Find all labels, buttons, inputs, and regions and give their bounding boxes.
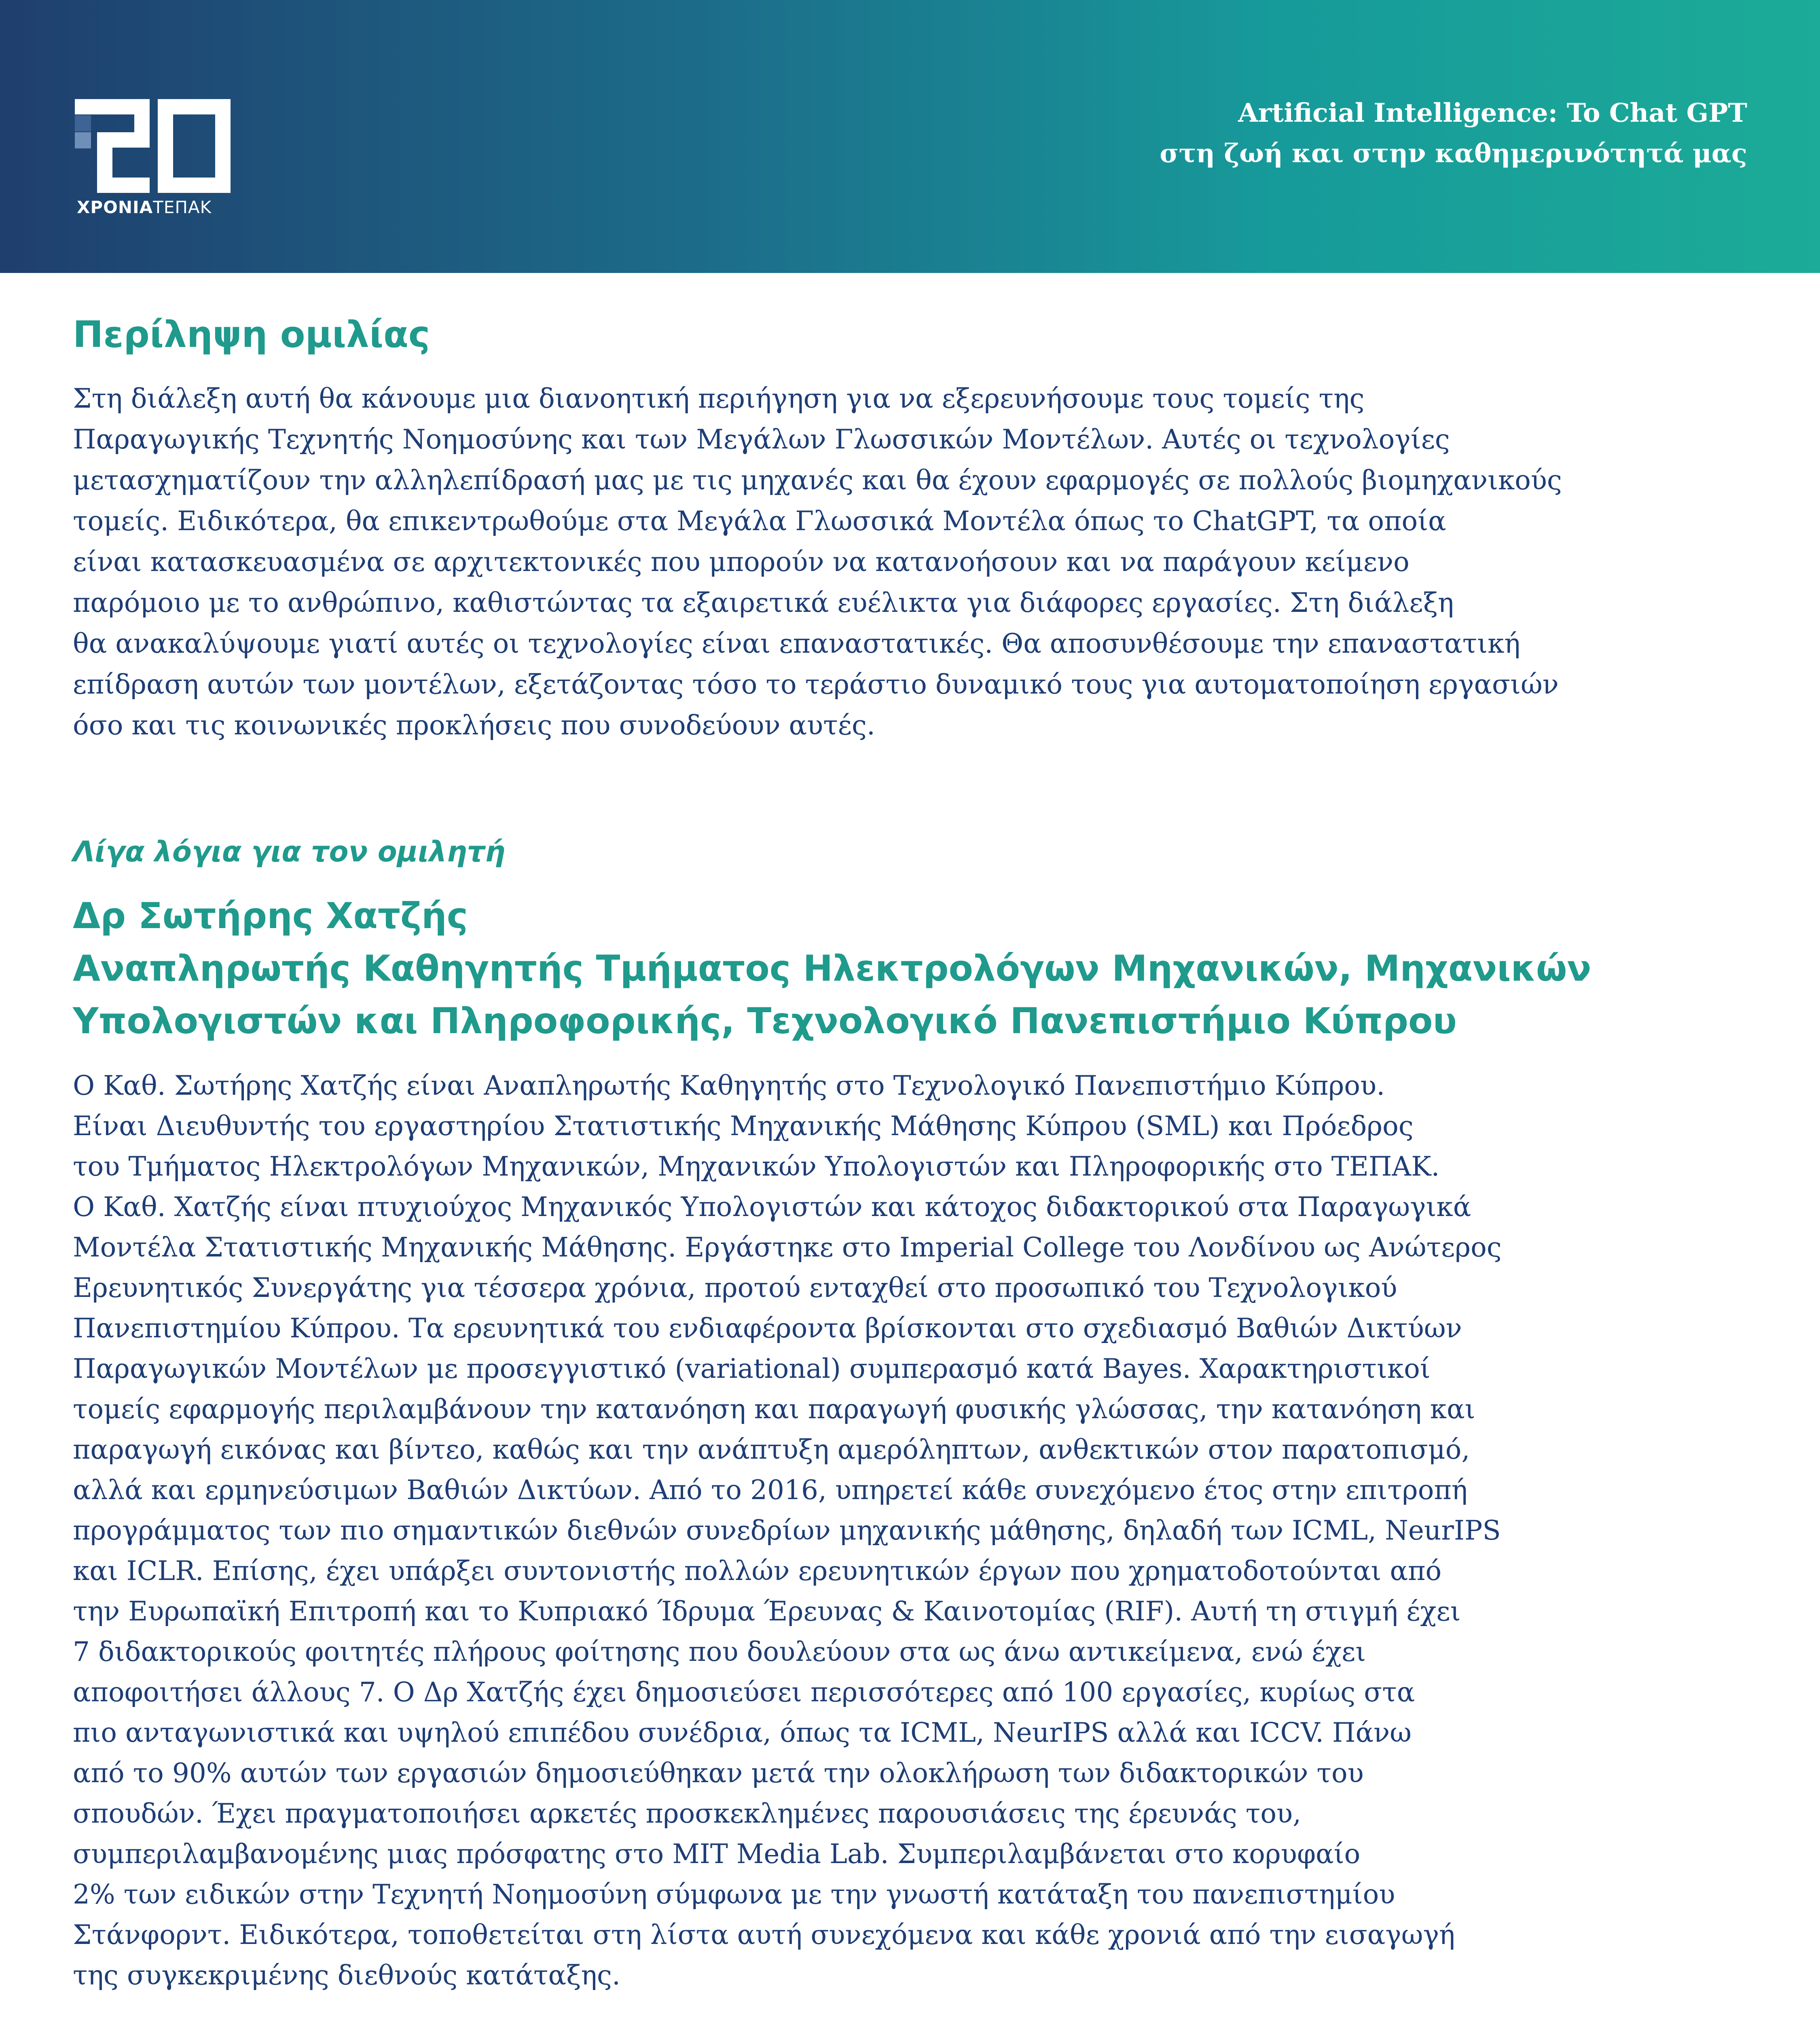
speaker-name-title: Δρ Σωτήρης Χατζής Αναπληρωτής Καθηγητής Τμήματος Ηλεκτρολόγων Μηχανικών, Μηχανικών Υπολογιστών και Πληροφορικής, Τεχνολογικό Πανεπιστήμιο Κύπρου [73,895,1591,1042]
header-banner [0,0,1820,273]
event-title [1160,93,1747,174]
speaker-bio: Ο Καθ. Σωτήρης Χατζής είναι Αναπληρωτής Καθηγητής στο Τεχνολογικό Πανεπιστήμιο Κύπρου. Είναι Διευθυντής του εργαστηρίου Στατιστικής Μηχανικής Μάθησης Κύπρου (SML) και Πρόεδρος του Τμήματος Ηλεκτρολόγων Μηχανικών, Μηχανικών Υπολογιστών και Πληροφορικής στο ΤΕΠΑΚ. Ο Καθ. Χατζής είναι πτυχιούχος Μηχανικός Υπολογιστών και κάτοχος διδακτορικού στα Παραγωγικά Μοντέλα Στατιστικής Μηχανικής Μάθησης. Εργάστηκε στο Imperial College του Λονδίνου ως Ανώτερος Ερευνητικός Συνεργάτης για τέσσερα χρόνια, προτού ενταχθεί στο προσωπικό του Τεχνολογικού Πανεπιστημίου Κύπρου. Τα ερευνητικά του ενδιαφέροντα βρίσκονται στο σχεδιασμό Βαθιών Δικτύων Παραγωγικών Μοντέλων με προσεγγιστικό (variational) συμπερασμό κατά Bayes. Χαρακτηριστικοί τομείς εφαρμογής περιλαμβάνουν την κατανόηση και παραγωγή φυσικής γλώσσας, την κατανόηση και παραγωγή εικόνας και βίντεο, καθώς και την ανάπτυξη αμερόληπτων, ανθεκτικών στον παρατοπισμό, αλλά και ερμηνεύσιμων Βαθιών Δικτύων. Από το 2016, υπηρετεί κάθε συνεχόμενο έτος στην επιτροπή προγράμματος των πιο σημαντικών διεθνών συνεδρίων μηχανικής μάθησης, δηλαδή των ICML, NeurIPS και ICLR. Επίσης, έχει υπάρξει συντονιστής πολλών ερευνητικών έργων που χρηματοδοτούνται από την Ευρωπαϊκή Επιτροπή και το Κυπριακό Ίδρυμα Έρευνας & Καινοτομίας (RIF). Αυτή τη στιγμή έχει 7 διδακτορικούς φοιτητές πλήρους φοίτησης που δουλεύουν στα ως άνω αντικείμενα, ενώ έχει αποφοιτήσει άλλους 7. Ο Δρ Χατζής έχει δημοσιεύσει περισσότερες από 100 εργασίες, κυρίως στα πιο ανταγωνιστικά και υψηλού επιπέδου συνέδρια, όπως τα ICML, NeurIPS αλλά και ICCV. Πάνω από το 90% αυτών των εργασιών δημοσιεύθηκαν μετά την ολοκλήρωση των διδακτορικών του σπουδών. Έχει πραγματοποιήσει αρκετές προσκεκλημένες παρουσιάσεις της έρευνάς του, συμπεριλαμβανομένης μιας πρόσφατης στο MIT Media Lab. Συμπεριλαμβάνεται στο κορυφαίο 2% των ειδικών στην Τεχνητή Νοημοσύνη σύμφωνα με την γνωστή κατάταξη του πανεπιστημίου Στάνφορντ. Ειδικότερα, τοποθετείται στη λίστα αυτή συνεχόμενα και κάθε χρονιά από την εισαγωγή της συγκεκριμένης διεθνούς κατάταξης. [73,1070,1502,1991]
logo-caption: ΧΡΟΝΙΑΤΕΠΑΚ [77,197,212,217]
summary-heading: Περίληψη ομιλίας [73,313,430,356]
speaker-intro-label: Λίγα λόγια για τον ομιλητή [73,835,506,868]
summary-text: Στη διάλεξη αυτή θα κάνουμε μια διανοητική περιήγηση για να εξερευνήσουμε τους τομείς της Παραγωγικής Τεχνητής Νοημοσύνης και των Μεγάλων Γλωσσικών Μοντέλων. Αυτές οι τεχνολογίες μετασχηματίζουν την αλληλεπίδρασή μας με τις μηχανές και θα έχουν εφαρμογές σε πολλούς βιομηχανικούς τομείς. Ειδικότερα, θα επικεντρωθούμε στα Μεγάλα Γλωσσικά Μοντέλα όπως το ChatGPT, τα οποία είναι κατασκευασμένα σε αρχιτεκτονικές που μπορούν να κατανοήσουν και να παράγουν κείμενο παρόμοιο με το ανθρώπινο, καθιστώντας τα εξαιρετικά ευέλικτα για διάφορες εργασίες. Στη διάλεξη θα ανακαλύψουμε γιατί αυτές οι τεχνολογίες είναι επαναστατικές. Θα αποσυνθέσουμε την επαναστατική επίδραση αυτών των μοντέλων, εξετάζοντας τόσο το τεράστιο δυναμικό τους για αυτοματοποίηση εργασιών όσο και τις κοινωνικές προκλήσεις που συνοδεύουν αυτές. [73,383,1562,741]
event-title-line2: στη ζωή και στην καθημερινότητά μας [1160,138,1747,169]
event-title-line1: Artificial Intelligence: To Chat GPT [1238,98,1747,128]
